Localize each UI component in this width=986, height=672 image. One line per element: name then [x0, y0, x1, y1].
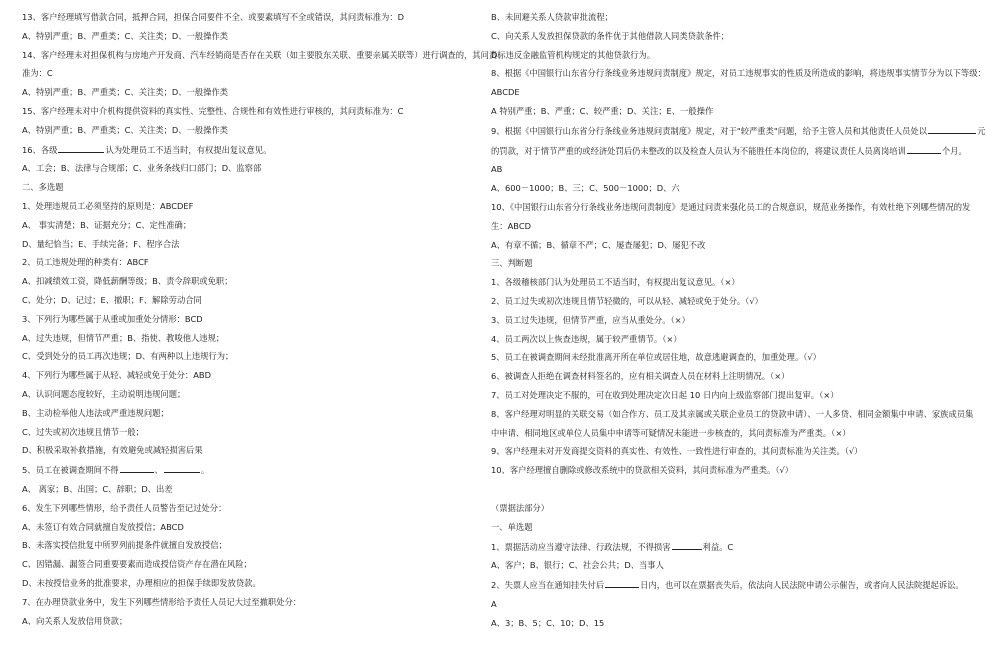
text-line: 8、客户经理对明显的关联交易（如合作方、员工及其亲属或关联企业员工的贷款申请）、一人多贷、相同金额集中申请、家族成员集 — [491, 408, 974, 419]
text-line: D、未按授信业务的批准要求，办理相应的担保手续即发放贷款。 — [22, 577, 261, 588]
text-line: AB — [491, 164, 503, 175]
text-line: C、因错漏、漏签合同重要要素而造成授信资产存在潜在风险； — [22, 559, 252, 570]
text-line: 二、多选题 — [22, 182, 64, 193]
text-line: 3、下列行为哪些属于从重或加重处分情形：BCD — [22, 313, 203, 324]
line-text: 元 — [977, 125, 986, 136]
text-line: A — [491, 598, 497, 609]
text-line: B、未落实授信批复中所罗列前提条件就擅自发放授信； — [22, 540, 227, 551]
text-line: C、向关系人发放担保贷款的条件优于其他借款人同类贷款条件； — [491, 30, 730, 41]
fill-in-blank — [672, 541, 702, 550]
text-line: B、主动检举他人违法或严重违规问题； — [22, 407, 169, 418]
fill-in-blank — [605, 579, 639, 588]
line-text: 5、员工在被调查期间不得 — [22, 465, 119, 476]
text-line: 14、客户经理未对担保机构与房地产开发商、汽车经销商是否存在关联（如主要股东关联、重要亲属关联等）进行调查的，其问责标 — [22, 49, 506, 60]
text-line — [491, 541, 929, 553]
text-line: 7、在办理贷款业务中，发生下列哪些情形给予责任人员记大过至撤职处分： — [22, 596, 302, 607]
line-text: 。 — [200, 465, 210, 476]
text-line: D、量纪恰当；E、手续完备；F、程序合法 — [22, 238, 180, 249]
text-line: 13、客户经理填写借款合同，抵押合同，担保合同要件不全、或要素填写不全或错误，其问责标准为：D — [22, 12, 405, 22]
text-line: D、违反金融监管机构规定的其他贷款行为。 — [491, 49, 656, 60]
text-line: C、处分；D、记过；E、撤职；F、解除劳动合同 — [22, 294, 202, 305]
text-line: C、受到处分的员工再次违规；D、有两种以上违规行为； — [22, 351, 234, 362]
text-line: 4、员工两次以上恢查违规，属于较严重情节。（×） — [491, 333, 682, 344]
line-text: 的罚款，对于情节严重的或经济处罚后仍未整改的以及检查人员认为不能胜任本岗位的，将建议责任人员离岗培训 — [491, 145, 906, 156]
text-line: 6、发生下列哪些情形，给予责任人员警告至记过处分： — [22, 502, 227, 513]
text-line: A、600－1000；B、三；C、500－1000；D、六 — [491, 183, 680, 194]
text-line: 9、客户经理未对开发商提交资料的真实性、有效性、一致性进行审查的，其问责标准为关注类。（√） — [491, 446, 863, 457]
text-line: B、未回避关系人贷款审批流程； — [491, 12, 613, 22]
text-line: 中申请、相同地区或单位人员集中申请等可疑情况未能进一步核查的，其问责标准为严重类。（×） — [491, 427, 851, 438]
text-line: A、 离家；B、出国；C、辞职；D、出差 — [22, 483, 173, 494]
text-line: A、向关系人发放信用贷款； — [22, 615, 128, 626]
text-line: 15、客户经理未对中介机构提供资料的真实性、完整性、合规性和有效性进行审核的，其问责标准为：C — [22, 105, 404, 116]
text-line: 3、员工过失违规，但情节严重，应当从重处分。（×） — [491, 314, 690, 325]
section-spacer — [491, 484, 929, 503]
text-line — [491, 125, 986, 137]
line-text: 利益。C — [702, 541, 734, 552]
fill-in-blank — [164, 464, 200, 473]
fill-in-blank — [120, 464, 154, 473]
text-line: A、未签订有效合同就擅自发放授信；ABCD — [22, 521, 184, 532]
text-line: 2、员工过失或初次违规且情节轻微的，可以从轻、减轻或免于处分。（√） — [491, 295, 763, 306]
text-line: 生：ABCD — [491, 220, 531, 231]
line-text: 9、根据《中国银行山东省分行条线业务违规问责制度》规定，对于"较严重类"问题，给予主管人员和其他责任人员处以 — [491, 125, 928, 136]
text-line: ABCDE — [491, 87, 520, 98]
text-line: 8、根据《中国银行山东省分行条线业务违规问责制度》规定，对员工违规事实的性质及所造成的影响，将违规事实情节分为以下等级： — [491, 68, 986, 79]
left-column — [22, 12, 506, 634]
fill-in-blank — [928, 125, 976, 134]
text-line: A、有章不循；B、循章不严；C、屡查屡犯；D、屡犯不改 — [491, 239, 706, 250]
line-text: 16、各级 — [22, 144, 58, 155]
right-column — [491, 12, 986, 637]
text-line: 10、客户经理擅自删除或修改系统中的贷款相关资料，其问责标准为严重类。（√） — [491, 465, 794, 476]
line-text: 1、票据活动应当遵守法律、行政法规，不得损害 — [491, 541, 671, 552]
line-text: 日内，也可以在票据丧失后，依法向人民法院申请公示催告，或者向人民法院提起诉讼。 — [640, 580, 964, 591]
text-line: 2、员工违规处理的种类有：ABCF — [22, 257, 149, 268]
text-line: A、扣减绩效工资，降低薪酬等级；B、责令辞职或免职； — [22, 276, 233, 287]
text-line: 一、单选题 — [491, 521, 533, 532]
text-line: A、特别严重；B、严重类；C、关注类；D、一般操作类 — [22, 87, 229, 98]
text-line: A、过失违规，但情节严重；B、指使、教唆他人违规； — [22, 332, 225, 343]
text-line — [491, 579, 964, 591]
text-line — [22, 464, 457, 476]
line-text: 2、失票人应当在通知挂失付后 — [491, 580, 605, 591]
text-line: 7、员工对处理决定不服的，可在收到处理决定次日起 10 日内向上级监察部门提出复审。（×） — [491, 389, 839, 400]
text-line: A、3；B、5；C、10；D、15 — [491, 617, 605, 628]
text-line: 5、员工在被调查期间未经批准离开所在单位或居住地，故意逃避调查的，加重处理。（√） — [491, 352, 821, 363]
text-line: A、特别严重；B、严重类；C、关注类；D、一般操作类 — [22, 30, 229, 41]
text-line: 准为：C — [22, 68, 53, 79]
text-line: 1、处理违规员工必须坚持的原则是：ABCDEF — [22, 200, 194, 211]
text-line: 三、判断题 — [491, 258, 533, 269]
text-line: D、积极采取补救措施，有效避免或减轻损害后果 — [22, 445, 203, 456]
line-text: 、 — [154, 465, 163, 476]
text-line — [22, 144, 457, 156]
text-line: A、 事实清楚；B、证据充分；C、定性准确； — [22, 219, 192, 230]
text-line: C、过失或初次违规且情节一般； — [22, 426, 144, 437]
text-line: 6、被调查人拒绝在调查材料签名的，应有相关调查人员在材料上注明情况。（×） — [491, 371, 790, 382]
line-text: 认为处理员工不适当时，有权提出复议意见。 — [105, 144, 272, 155]
text-line: A、特别严重；B、严重类；C、关注类；D、一般操作类 — [22, 124, 229, 135]
text-line — [491, 145, 967, 157]
line-text: 个月。 — [941, 145, 967, 156]
text-line: 1、各级稽核部门认为处理员工不适当时，有权提出复议意见。（×） — [491, 277, 740, 288]
text-line: 10、《中国银行山东省分行条线业务违规问责制度》是通过问责来强化员工的合规意识，规范业务操作，有效杜绝下列哪些情况的发 — [491, 201, 971, 212]
text-line: A 特别严重；B、严重；C、较严重；D、关注；E、一般操作 — [491, 105, 714, 116]
text-line: A、工会；B、法律与合规部；C、业务条线归口部门；D、监察部 — [22, 163, 262, 174]
fill-in-blank — [58, 144, 104, 153]
text-line: A、认识问题态度较好，主动说明违规问题； — [22, 388, 186, 399]
text-line: （票据法部分） — [491, 502, 550, 513]
text-line: 4、下列行为哪些属于从轻、减轻或免于处分：ABD — [22, 370, 211, 381]
text-line: A、客户；B、银行；C、社会公共；D、当事人 — [491, 560, 664, 571]
fill-in-blank — [907, 145, 941, 154]
